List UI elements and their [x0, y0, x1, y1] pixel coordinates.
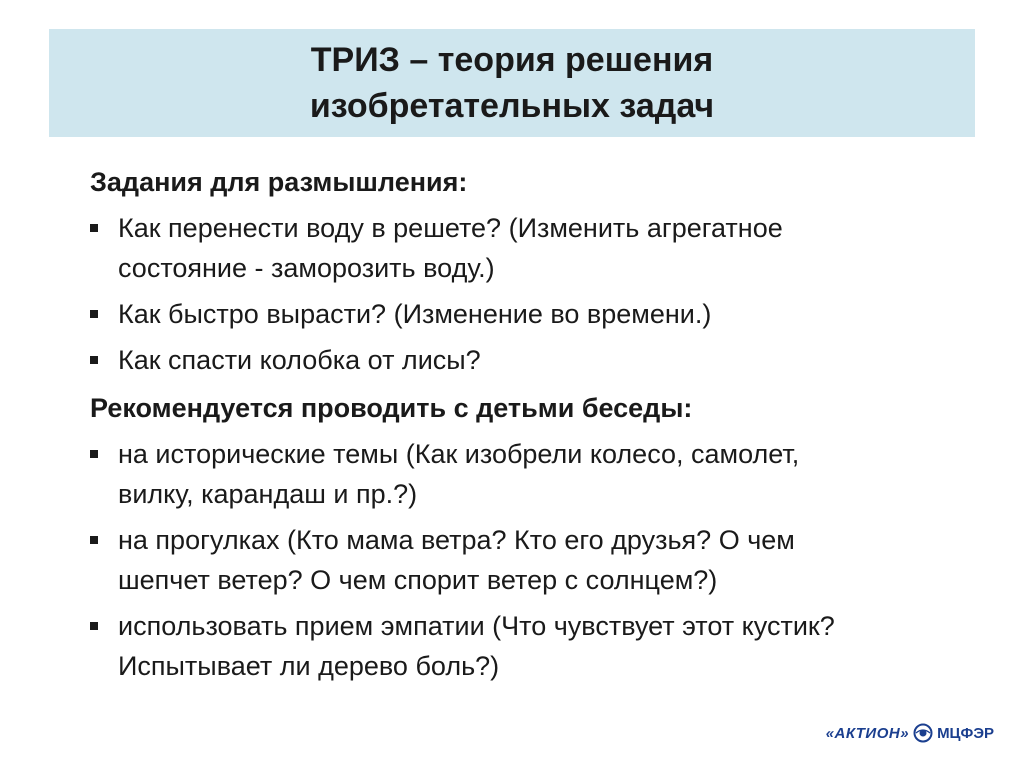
slide-content [90, 162, 990, 694]
list-item [90, 208, 990, 288]
list-item-text-line-2: вилку, карандаш и пр.?) [118, 479, 418, 509]
logo-org-text: МЦФЭР [937, 724, 994, 742]
talks-list [90, 434, 990, 686]
section-heading-talks: Рекомендуется проводить с детьми беседы: [90, 393, 693, 423]
publisher-logo [826, 723, 994, 743]
square-bullet-icon [90, 224, 98, 232]
square-bullet-icon [90, 450, 98, 458]
list-item [90, 606, 990, 686]
square-bullet-icon [90, 356, 98, 364]
square-bullet-icon [90, 310, 98, 318]
slide-title-line-2: изобретательных задач [309, 87, 715, 125]
list-item-text-line-2: Испытывает ли дерево боль?) [118, 651, 500, 681]
list-item-text-line-1: на прогулках (Кто мама ветра? Кто его друзья? О чем [118, 525, 795, 555]
list-item [90, 434, 990, 514]
list-item-text-line-1: Как быстро вырасти? (Изменение во времени.) [118, 299, 712, 329]
list-item-text-line-1: Как перенести воду в решете? (Изменить агрегатное [118, 213, 783, 243]
title-banner [49, 29, 975, 137]
square-bullet-icon [90, 536, 98, 544]
tasks-list [90, 208, 990, 380]
slide-title-line-1: ТРИЗ – теория решения [310, 41, 714, 79]
globe-emblem-icon [913, 723, 933, 743]
list-item-text-line-2: шепчет ветер? О чем спорит ветер с солнцем?) [118, 565, 718, 595]
list-item [90, 294, 990, 334]
logo-brand-text: «АКТИОН» [825, 724, 910, 742]
section-heading-tasks: Задания для размышления: [90, 167, 468, 197]
list-item-text-line-1: Как спасти колобка от лисы? [118, 345, 481, 375]
list-item-text-line-1: на исторические темы (Как изобрели колесо, самолет, [118, 439, 800, 469]
list-item [90, 340, 990, 380]
list-item-text-line-1: использовать прием эмпатии (Что чувствует этот кустик? [118, 611, 835, 641]
square-bullet-icon [90, 622, 98, 630]
list-item [90, 520, 990, 600]
list-item-text-line-2: состояние - заморозить воду.) [118, 253, 495, 283]
